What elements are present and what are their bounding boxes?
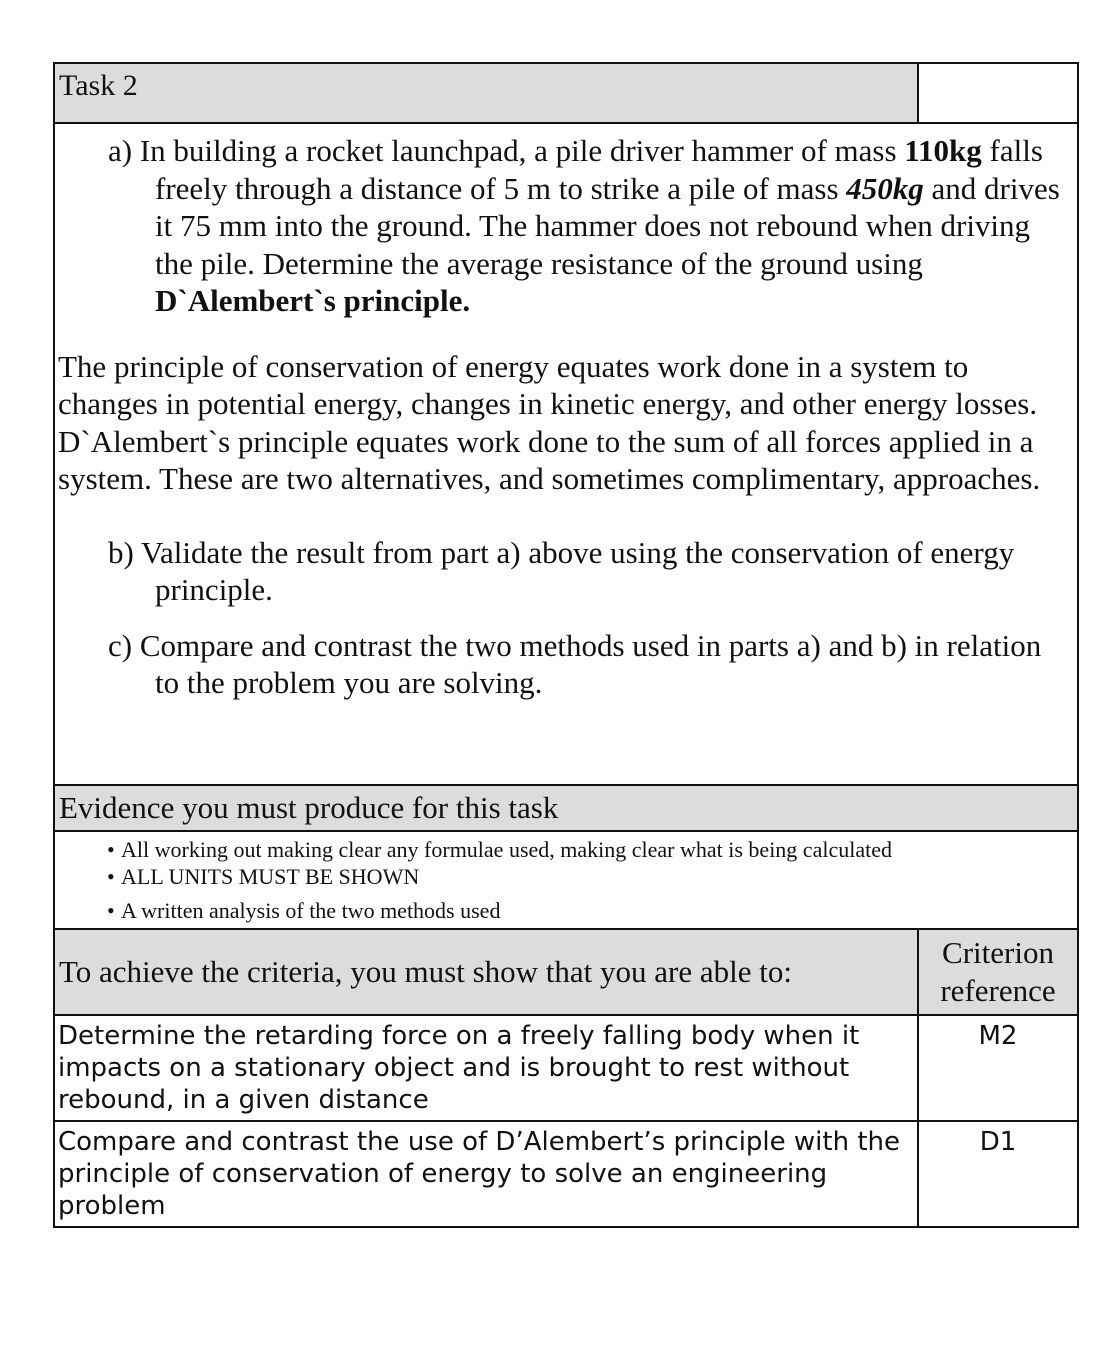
principle-name: D`Alembert`s principle.	[155, 283, 471, 318]
task-title	[54, 63, 918, 123]
criterion-text: Compare and contrast the use of D’Alembert’s principle with the principle of conservation of energy to solve an engineering problem	[54, 1121, 918, 1227]
evidence-heading-text: Evidence you must produce for this task	[59, 790, 559, 825]
bullet-icon: •	[107, 837, 115, 862]
criteria-heading-text: To achieve the criteria, you must show that you are able to:	[59, 954, 792, 989]
evidence-item: • All working out making clear any formulae used, making clear what is being calculated	[107, 837, 892, 862]
pile-mass: 450kg	[846, 170, 924, 206]
criteria-row	[54, 1015, 1078, 1121]
question-a-text-3: and drives it 75 mm into the ground. The hammer does not rebound when driving the pile. Determine the average resistance of the ground using	[155, 170, 1060, 281]
evidence-item: • ALL UNITS MUST BE SHOWN	[107, 864, 420, 889]
task-grade-box	[918, 63, 1078, 123]
question-a-text-2: falls freely through a distance of 5 m to strike a pile of mass	[155, 133, 1043, 206]
criteria-heading	[54, 929, 918, 1015]
question-c-label: c)	[108, 627, 133, 663]
criterion-reference-heading	[918, 929, 1078, 1015]
question-b	[108, 534, 1063, 609]
criterion-heading-line1: Criterion	[942, 935, 1054, 970]
bullet-icon: •	[107, 898, 115, 923]
question-b-label: b)	[108, 534, 134, 570]
criterion-text: Determine the retarding force on a freely falling body when it impacts on a stationary object and is brought to rest without rebound, in a given distance	[54, 1015, 918, 1121]
hammer-mass: 110kg	[904, 133, 982, 168]
task-title-text: Task 2	[59, 69, 138, 102]
evidence-heading	[54, 785, 1078, 831]
question-a-text-1: In building a rocket launchpad, a pile driver hammer of mass	[139, 133, 905, 168]
criterion-code: M2	[918, 1015, 1078, 1121]
criterion-heading-line2: reference	[940, 973, 1056, 1008]
principle-paragraph: The principle of conservation of energy equates work done in a system to changes in potential energy, changes in kinetic energy, and other energy losses. D`Alembert`s principle equates work done to the sum of all forces applied in a system. These are two alternatives, and sometimes complimentary, approaches.	[58, 348, 1041, 496]
criterion-code: D1	[918, 1121, 1078, 1227]
bullet-icon: •	[107, 864, 115, 889]
evidence-list	[54, 831, 1078, 929]
task-table	[53, 62, 1079, 1228]
question-b-text: Validate the result from part a) above using the conservation of energy principle.	[141, 534, 1015, 607]
question-a	[108, 132, 1063, 320]
criteria-row	[54, 1121, 1078, 1227]
question-c	[108, 627, 1063, 702]
evidence-item: • A written analysis of the two methods used	[107, 898, 501, 923]
task-description	[54, 123, 1078, 785]
question-a-label: a)	[108, 133, 133, 168]
question-c-text: Compare and contrast the two methods used in parts a) and b) in relation to the problem you are solving.	[139, 627, 1042, 700]
